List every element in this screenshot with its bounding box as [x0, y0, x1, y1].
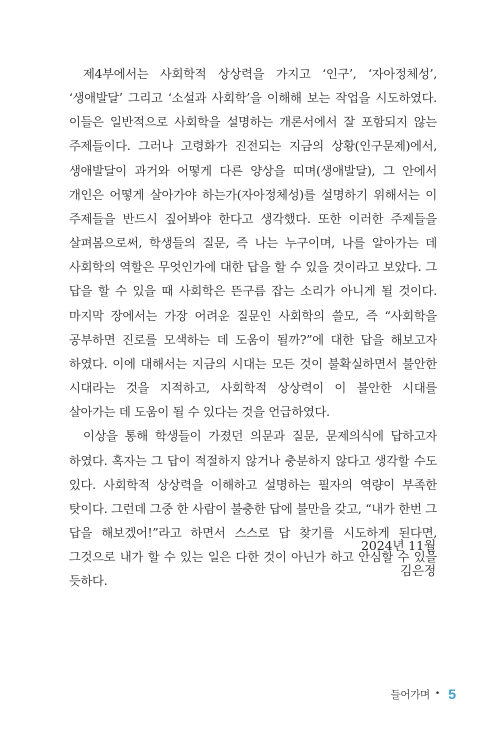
body-text	[69, 62, 437, 593]
signature-author: 김은정	[400, 563, 436, 578]
running-footer	[391, 686, 456, 702]
signature-date: 2024년 11월	[361, 538, 436, 553]
footer-section-label: 들어가며	[390, 688, 430, 701]
footer-separator: •	[434, 689, 441, 699]
paragraph-1: 제4부에서는 사회학적 상상력을 가지고 ‘인구’, ‘자아정체성’, ‘생애발달’ 그리고 ‘소설과 사회학’을 이해해 보는 작업을 시도하였다. 이들은 일반적으로 사회학을 설명하는 개론서에서 잘 포함되지 않는 주제들이다. 그러나 고령화가 진전되는 지금의 상황(인구문제)에서, 생애발달이 과거와 어떻게 다른 양상을 띠며(생애발달), 그 안에서 개인은 어떻게 살아가야 하는가(자아정체성)를 설명하기 위해서는 이 주제들을 반드시 짚어봐야 한다고 생각했다. 또한 이러한 주제들을 살펴봄으로써, 학생들의 질문, 즉 나는 누구이며, 나를 알아가는 데 사회학의 역할은 무엇인가에 대한 답을 할 수 있을 것이라고 보았다. 그 답을 할 수 있을 때 사회학은 뜬구름 잡는 소리가 아니게 될 것이다. 마지막 장에서는 가장 어려운 질문인 사회학의 쓸모, 즉 “사회학을 공부하면 진로를 모색하는 데 도움이 될까?”에 대한 답을 해보고자 하였다. 이에 대해서는 지금의 시대는 모든 것이 불확실하면서 불안한 시대라는 것을 지적하고, 사회학적 상상력이 이 불안한 시대를 살아가는 데 도움이 될 수 있다는 것을 언급하였다.	[69, 67, 437, 420]
page-number: 5	[448, 686, 456, 702]
paragraph-2: 이상을 통해 학생들이 가졌던 의문과 질문, 문제의식에 답하고자 하였다. 혹자는 그 답이 적절하지 않거나 충분하지 않다고 생각할 수도 있다. 사회학적 상상력을 이해하고 설명하는 필자의 역량이 부족한 탓이다. 그런데 그중 한 사람이 불충한 답에 불만을 갖고, “내가 한번 그 답을 해보겠어!”라고 하면서 스스로 답 찾기를 시도하게 된다면, 그것으로 내가 할 수 있는 일은 다한 것이 아닌가 하고 안심할 수 있을 듯하다.	[69, 429, 437, 589]
